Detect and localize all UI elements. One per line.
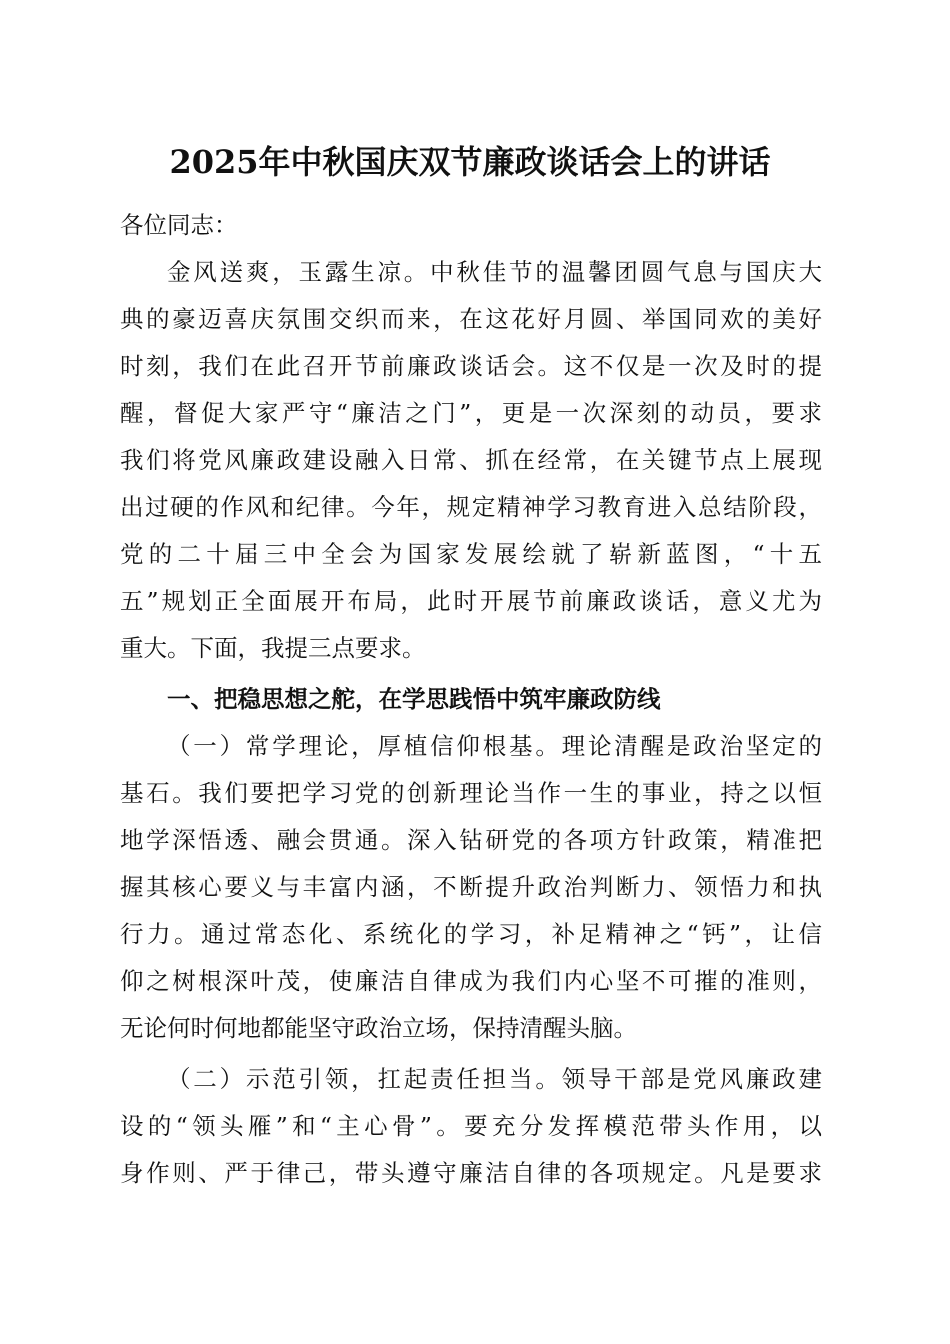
paragraph-line: 重大。下面，我提三点要求。 [120,634,426,662]
paragraph-line: 仰之树根深叶茂，使廉洁自律成为我们内心坚不可摧的准则， [120,967,822,995]
paragraph-line: 我们将党风廉政建设融入日常、抓在经常，在关键节点上展现 [120,446,822,474]
paragraph-line: 醒，督促大家严守“廉洁之门”，更是一次深刻的动员，要求 [120,399,822,427]
paragraph-line: 党的二十届三中全会为国家发展绘就了崭新蓝图，“十五 [120,540,822,568]
paragraph-line: （二）示范引领，扛起责任担当。领导干部是党风廉政建 [167,1065,822,1093]
paragraph-line: 金风送爽，玉露生凉。中秋佳节的温馨团圆气息与国庆大 [167,258,822,286]
paragraph-line: 典的豪迈喜庆氛围交织而来，在这花好月圆、举国同欢的美好 [120,305,822,333]
paragraph-line: 无论何时何地都能坚守政治立场，保持清醒头脑。 [120,1014,637,1042]
section-heading: 一、把稳思想之舵，在学思践悟中筑牢廉政防线 [167,685,661,713]
paragraph-line: 五”规划正全面展开布局，此时开展节前廉政谈话，意义尤为 [120,587,822,615]
paragraph-line: 出过硬的作风和纪律。今年，规定精神学习教育进入总结阶段， [120,493,822,521]
paragraph-line: （一）常学理论，厚植信仰根基。理论清醒是政治坚定的 [167,732,822,760]
paragraph-line: 地学深悟透、融会贯通。深入钻研党的各项方针政策，精准把 [120,826,822,854]
paragraph-line: 基石。我们要把学习党的创新理论当作一生的事业，持之以恒 [120,779,822,807]
document-title: 2025年中秋国庆双节廉政谈话会上的讲话 [169,143,771,181]
paragraph-line: 身作则、严于律己，带头遵守廉洁自律的各项规定。凡是要求 [120,1159,822,1187]
paragraph-line: 设的“领头雁”和“主心骨”。要充分发挥模范带头作用，以 [120,1112,822,1140]
paragraph-line: 行力。通过常态化、系统化的学习，补足精神之“钙”，让信 [120,920,822,948]
paragraph-line: 握其核心要义与丰富内涵，不断提升政治判断力、领悟力和执 [120,873,822,901]
salutation: 各位同志： [120,211,238,239]
paragraph-line: 时刻，我们在此召开节前廉政谈话会。这不仅是一次及时的提 [120,352,822,380]
